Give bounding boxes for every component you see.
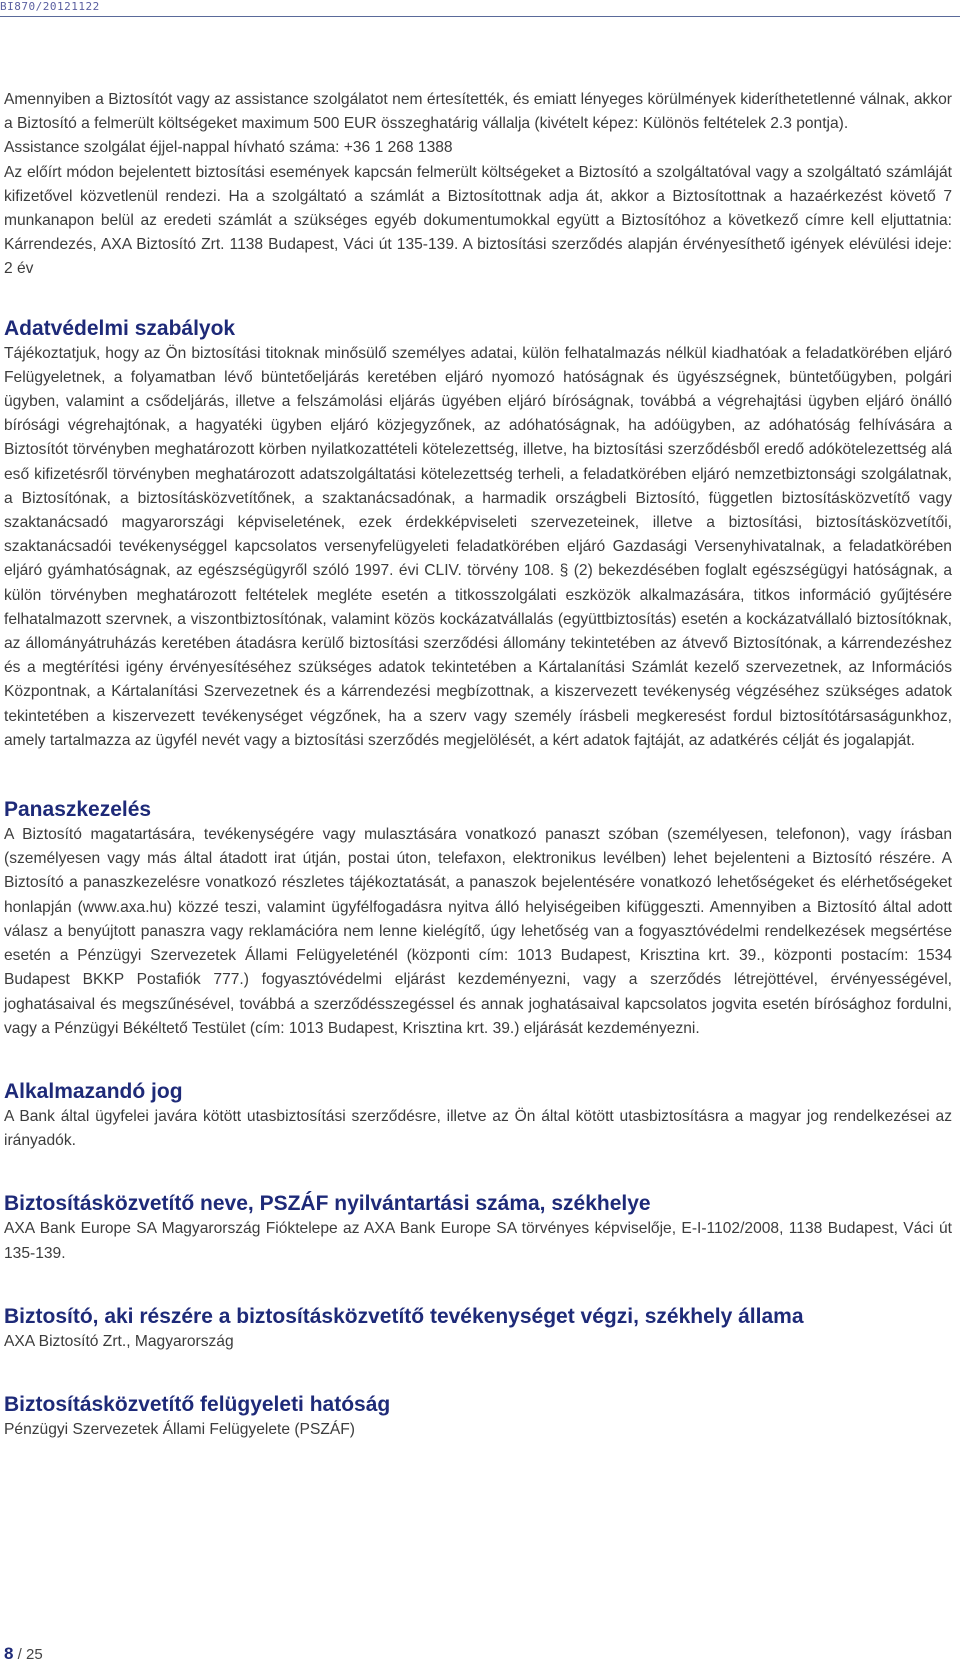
page-total: 25 — [25, 1646, 43, 1663]
page-number — [4, 1644, 43, 1664]
intro-paragraph-3: Az előírt módon bejelentett biztosítási események kapcsán felmerült költségeket a Biztosító a szolgáltatóval vagy a szolgáltató számláját kifizetővel közvetlenül rendezi. Ha a szolgáltató a számlát a Biztosítottnak adja át, akkor a Biztosítottnak a hazaérkezést követő 7 munkanapon belül az eredeti számlát a szükséges egyéb dokumentumokkal együtt a Biztosítóhoz a következő címre kell eljuttatnia: Kárrendezés, AXA Biztosító Zrt. 1138 Budapest, Váci út 135-139. A biztosítási szerződés alapján érvényesíthető igények elévülési ideje: 2 év — [4, 163, 952, 278]
section-title-panasz: Panaszkezelés — [4, 798, 152, 822]
section-title-jog: Alkalmazandó jog — [4, 1079, 183, 1103]
section-body-adatvedelem: Tájékoztatjuk, hogy az Ön biztosítási titoknak minősülő személyes adatai, külön felhatalmazás nélkül kiadhatóak a feladatkörében eljáró Felügyeletnek, a folyamatban lévő büntetőeljárás keretében eljáró nyomozó hatóságnak és ügyészségnek, büntetőügyben, polgári ügyben, valamint a csődeljárás, illetve a felszámolási eljárás ügyében eljáró bíróságnak, továbbá a végrehajtási ügyben eljáró önálló bírósági végrehajtónak, a hagyatéki ügyben eljáró közjegyzőnek, az adóhatóságnak, ha adóügyben, az adóhatóság felhívására a Biztosítót törvényben meghatározott körben nyilatkozattételi kötelezettség, illetve, ha biztosítási szerződésből eredő adókötelezettség alá eső kifizetésről törvényben meghatározott adatszolgáltatási kötelezettség terheli, a feladatkörében eljáró nemzetbiztonsági szolgálatnak, a Biztosítónak, a biztosításközvetítőnek, a szaktanácsadónak, a harmadik országbeli Biztosító, független biztosításközvetítő vagy szaktanácsadó magyarországi képviseletének, ezek érdekképviseleti szervezeteinek, illetve a biztosítási, biztosításközvetítői, szaktanácsadói tevékenységgel kapcsolatos versenyfelügyeleti feladatkörében eljáró Gazdasági Versenyhivatalnak, a feladatkörében eljáró gyámhatóságnak, az egészségügyről szóló 1997. évi CLIV. törvény 108. § (2) bekezdésében foglalt egészségügyi hatóságnak, a külön törvényben meghatározott feltételek megléte esetén a titkosszolgálati eszközök alkalmazására, titkos információ gyűjtésére felhatalmazott szervnek, a viszontbiztosítónak, valamint közös kockázatvállalás (együttbiztosítás) esetén a kockázatvállaló biztosítóknak, az állományátruházás keretében átadásra kerülő biztosítási szerződési állomány tekintetében az átvevő Biztosítónak, a kárrendezéshez és a megtérítési igény érvényesítéséhez szükséges adatok tekintetében a Kártalanítási Számlát kezelő szervezetnek, az Információs Központnak, a Kártalanítási Szervezetnek és a kárrendezési megbízottnak, a kiszervezett tevékenység végzéséhez szükséges adatok tekintetében a kiszervezett tevékenységet végzőnek, ha a szerv vagy személy írásbeli megkeresést fordul biztosítótársaságunkhoz, amely tartalmazza az ügyfél nevét vagy a biztosítási szerződés megjelölését, a kért adatok fajtáját, az adatkérés célját és jogalapját. — [4, 344, 952, 749]
page-content — [4, 88, 952, 1442]
page-separator: / — [13, 1646, 26, 1663]
intro-paragraph-1: Amennyiben a Biztosítót vagy az assistance szolgálatot nem értesítették, és emiatt lényeges körülmények kideríthetetlenné válnak, akkor a Biztosító a felmerült költségeket maximum 500 EUR összeghatárig vállalja (kivételt képez: Különös feltételek 2.3 pontja). — [4, 91, 952, 133]
section-title-kozvetito: Biztosításközvetítő neve, PSZÁF nyilvántartási száma, székhelye — [4, 1192, 651, 1216]
assistance-phone: Assistance szolgálat éjjel-nappal hívható száma: +36 1 268 1388 — [4, 139, 453, 157]
document-code: BI870/20121122 — [0, 0, 100, 13]
page-current: 8 — [4, 1644, 14, 1663]
section-body-hatosag: Pénzügyi Szervezetek Állami Felügyelete (PSZÁF) — [4, 1420, 355, 1438]
section-body-kozvetito: AXA Bank Europe SA Magyarország Fióktelepe az AXA Bank Europe SA törvényes képviselője, E-I-1102/2008, 1138 Budapest, Váci út 135-139. — [4, 1220, 952, 1262]
header-rule — [0, 16, 960, 17]
section-title-hatosag: Biztosításközvetítő felügyeleti hatóság — [4, 1392, 391, 1416]
section-body-panasz: A Biztosító magatartására, tevékenységére vagy mulasztására vonatkozó panaszt szóban (személyesen, telefonon), vagy írásban (személyesen vagy más által átadott irat útján, postai úton, telefaxon, elektronikus levélben) lehet bejelenteni a Biztosító részére. A Biztosító a panaszkezelésre vonatkozó részletes tájékoztatását, a panaszok bejelentésére vonatkozó lehetőségeket és elérhetőségeket honlapján (www.axa.hu) közzé teszi, valamint ügyfélfogadásra nyitva álló helyiségeiben kifüggeszti. Amennyiben a Biztosító által adott válasz a benyújtott panaszra vagy reklamációra nem lenne kielégítő, úgy lehetőség van a fogyasztóvédelmi rendelkezések megsértése esetén a Pénzügyi Szervezetek Állami Felügyeleténél (központi cím: 1013 Budapest, Krisztina krt. 39., központi postacím: 1534 Budapest BKKP Postafiók 777.) fogyasztóvédelmi eljárást kezdeményezni, vagy a szerződés létrejöttével, érvényességével, joghatásaival és megszűnésével, továbbá a szerződésszegéssel és annak joghatásaival kapcsolatos jogvita esetén bírósághoz fordulni, vagy a Pénzügyi Békéltető Testület (cím: 1013 Budapest, Krisztina krt. 39.) eljárását kezdeményezni. — [4, 826, 952, 1037]
section-body-biztosito: AXA Biztosító Zrt., Magyarország — [4, 1332, 234, 1350]
section-title-biztosito: Biztosító, aki részére a biztosításközvetítő tevékenységet végzi, székhely állama — [4, 1304, 804, 1328]
section-body-jog: A Bank által ügyfelei javára kötött utasbiztosítási szerződésre, illetve az Ön által kötött utasbiztosításra a magyar jog rendelkezései az irányadók. — [4, 1107, 952, 1150]
section-title-adatvedelem: Adatvédelmi szabályok — [4, 316, 236, 340]
